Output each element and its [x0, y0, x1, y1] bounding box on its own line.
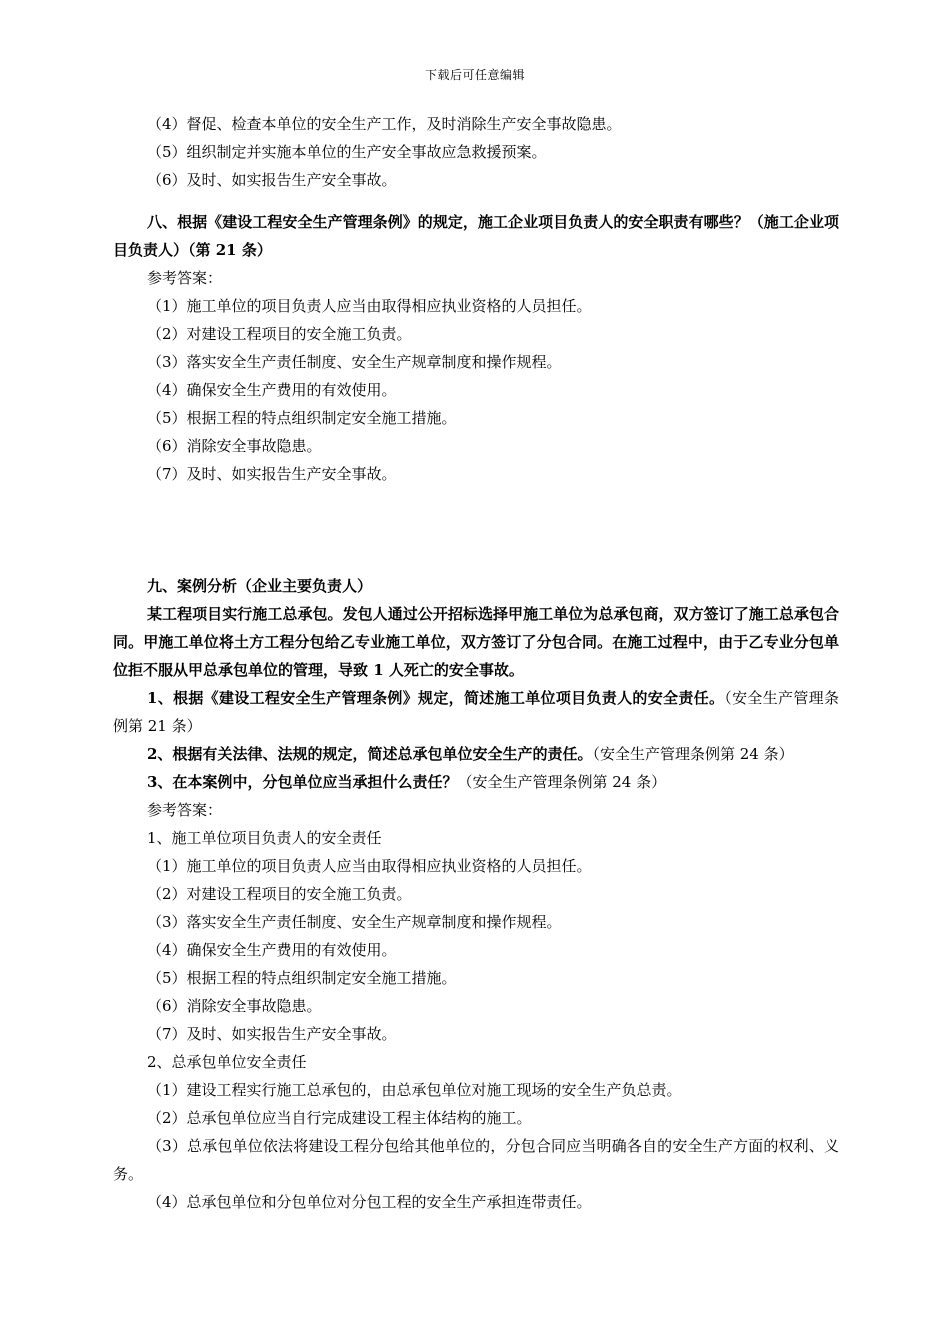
question-reference: （安全生产管理条例第 24 条） [457, 773, 667, 791]
answer-subheading: 1、施工单位项目负责人的安全责任 [147, 829, 382, 847]
list-item: （4）确保安全生产费用的有效使用。 [147, 941, 397, 959]
case-question-2 [113, 740, 839, 768]
section-heading-9: 九、案例分析（企业主要负责人） [147, 577, 373, 595]
list-item: （6）消除安全事故隐患。 [147, 437, 322, 455]
case-question-1 [113, 684, 839, 740]
document-body [113, 110, 839, 1216]
list-item: （2）对建设工程项目的安全施工负责。 [147, 885, 412, 903]
section-heading-8: 八、根据《建设工程安全生产管理条例》的规定，施工企业项目负责人的安全职责有哪些？（施工企业项目负责人）（第 21 条） [113, 213, 839, 259]
question-reference: （安全生产管理条例第 21 条） [113, 689, 839, 735]
list-item: （4）总承包单位和分包单位对分包工程的安全生产承担连带责任。 [147, 1193, 592, 1211]
list-item: （6）及时、如实报告生产安全事故。 [147, 171, 397, 189]
reference-answer-label: 参考答案： [147, 269, 223, 287]
list-item: （4）督促、检查本单位的安全生产工作，及时消除生产安全事故隐患。 [147, 115, 622, 133]
list-item: （5）根据工程的特点组织制定安全施工措施。 [147, 409, 457, 427]
spacer [113, 488, 839, 572]
list-item: （5）根据工程的特点组织制定安全施工措施。 [147, 969, 457, 987]
list-item: （7）及时、如实报告生产安全事故。 [147, 1025, 397, 1043]
list-item: （5）组织制定并实施本单位的生产安全事故应急救援预案。 [147, 143, 547, 161]
spacer [113, 194, 839, 208]
list-item: （7）及时、如实报告生产安全事故。 [147, 465, 397, 483]
case-description: 某工程项目实行施工总承包。发包人通过公开招标选择甲施工单位为总承包商，双方签订了施工总承包合同。甲施工单位将土方工程分包给乙专业施工单位，双方签订了分包合同。在施工过程中，由于乙专业分包单位拒不服从甲总承包单位的管理，导致 1 人死亡的安全事故。 [113, 605, 839, 679]
list-item: （1）施工单位的项目负责人应当由取得相应执业资格的人员担任。 [147, 857, 592, 875]
question-text: 1、根据《建设工程安全生产管理条例》规定，简述施工单位项目负责人的安全责任。 [147, 689, 725, 707]
list-item: （1）施工单位的项目负责人应当由取得相应执业资格的人员担任。 [147, 297, 592, 315]
reference-answer-label: 参考答案： [147, 801, 223, 819]
list-item: （2）总承包单位应当自行完成建设工程主体结构的施工。 [147, 1109, 532, 1127]
list-item: （2）对建设工程项目的安全施工负责。 [147, 325, 412, 343]
list-item: （3）落实安全生产责任制度、安全生产规章制度和操作规程。 [147, 913, 562, 931]
list-item: （1）建设工程实行施工总承包的，由总承包单位对施工现场的安全生产负总责。 [147, 1081, 682, 1099]
question-text: 2、根据有关法律、法规的规定，简述总承包单位安全生产的责任。 [147, 745, 593, 763]
list-item: （3）落实安全生产责任制度、安全生产规章制度和操作规程。 [147, 353, 562, 371]
list-item: （4）确保安全生产费用的有效使用。 [147, 381, 397, 399]
page-header: 下载后可任意编辑 [424, 68, 525, 82]
list-item: （3）总承包单位依法将建设工程分包给其他单位的，分包合同应当明确各自的安全生产方面的权利、义务。 [113, 1137, 839, 1183]
case-question-3 [113, 768, 839, 796]
question-reference: （安全生产管理条例第 24 条） [592, 745, 794, 763]
question-text: 3、在本案例中，分包单位应当承担什么责任？ [147, 773, 458, 791]
list-item: （6）消除安全事故隐患。 [147, 997, 322, 1015]
answer-subheading: 2、总承包单位安全责任 [147, 1053, 307, 1071]
